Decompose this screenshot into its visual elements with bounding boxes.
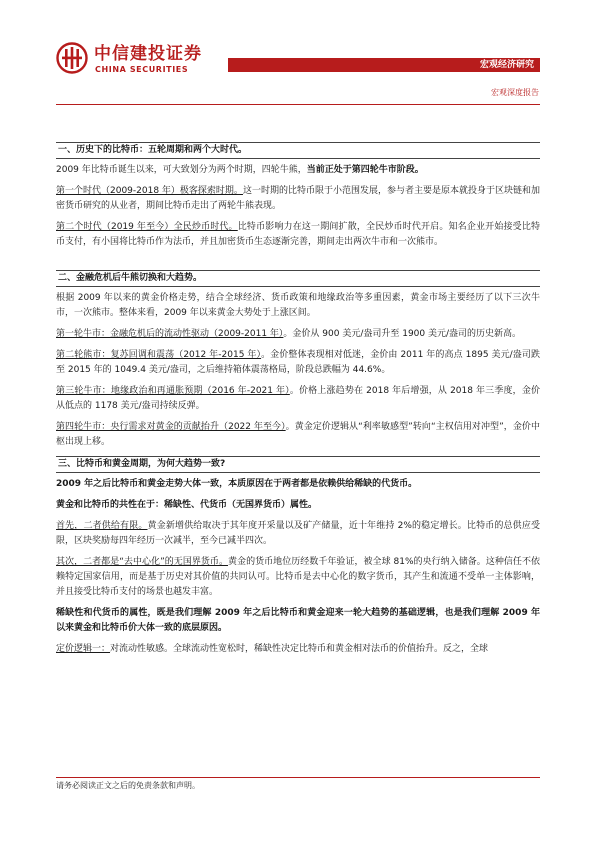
header-divider <box>56 104 540 105</box>
brand-name-cn: 中信建投证券 <box>94 44 202 64</box>
paragraph: 第三轮牛市：地缘政治和再通胀预期（2016 年-2021 年）。价格上涨趋势在 2018 年后增强，从 2018 年三季度，金价从低点的 1178 美元/盎司持续反弹。 <box>56 386 540 411</box>
paragraph: 第二轮熊市：复苏回调和震荡（2012 年-2015 年）。金价整体表现相对低迷，金价由 2011 年的高点 1895 美元/盎司跌至 2015 年的 1049.4 美元/盎司，之后维持箱体震荡格局，阶段总跌幅为 44.6%。 <box>56 350 540 375</box>
paragraph: 第一轮牛市：金融危机后的流动性驱动（2009-2011 年）。金价从 900 美元/盎司升至 1900 美元/盎司的历史新高。 <box>56 329 522 339</box>
paragraph: 其次，二者都是“去中心化”的无国界货币。黄金的货币地位历经数千年验证，被全球 81%的央行纳入储备。这种信任不依赖特定国家信用，而是基于历史对其价值的共同认可。比特币是去中心化的数字货币，其产生和流通不受单一主体影响，并且接受比特币支付的场景也越发丰富。 <box>56 557 541 597</box>
report-body <box>56 142 540 663</box>
paragraph: 黄金和比特币的共性在于：稀缺性、代货币（无国界货币）属性。 <box>56 500 318 510</box>
paragraph: 稀缺性和代货币的属性，既是我们理解 2009 年之后比特币和黄金迎来一轮大趋势的基础逻辑，也是我们理解 2009 年以来黄金和比特币价大体一致的底层原因。 <box>56 608 540 633</box>
china-securities-logo <box>56 42 88 74</box>
section-heading-1: 一、历史下的比特币：五轮周期和两个大时代。 <box>56 142 540 159</box>
footer-divider <box>56 777 540 778</box>
header-category-bar <box>228 58 540 72</box>
section-heading-2: 二、金融危机后牛熊切换和大趋势。 <box>56 270 540 287</box>
paragraph: 第四轮牛市：央行需求对黄金的贡献抬升（2022 年至今）。黄金定价逻辑从“利率敏感型”转向“主权信用对冲型”，金价中枢出现上移。 <box>56 422 540 447</box>
section-heading-3: 三、比特币和黄金周期，为何大趋势一致? <box>56 456 540 473</box>
paragraph: 2009 年比特币诞生以来，可大致划分为两个时期，四轮牛熊，当前正处于第四轮牛市阶段。 <box>56 165 424 175</box>
paragraph: 第一个时代（2009-2018 年）极客探索时期。这一时期的比特币限于小范围发展，参与者主要是原本就投身于区块链和加密货币研究的从业者，期间比特币走出了两轮牛熊表现。 <box>56 186 540 211</box>
paragraph: 首先，二者供给有限。黄金新增供给取决于其年度开采量以及矿产储量，近十年维持 2%的稳定增长。比特币的总供应受限，区块奖励每四年经历一次减半，至今已减半四次。 <box>56 521 540 546</box>
paragraph: 定价逻辑一：对流动性敏感。全球流动性宽松时，稀缺性决定比特币和黄金相对法币的价值抬升。反之，全球 <box>56 644 489 654</box>
brand-name-en: CHINA SECURITIES <box>95 65 189 74</box>
footer-disclaimer: 请务必阅读正文之后的免责条款和声明。 <box>56 781 200 790</box>
paragraph: 根据 2009 年以来的黄金价格走势，结合全球经济、货币政策和地缘政治等多重因素，黄金市场主要经历了以下三次牛市，一次熊市。整体来看，2009 年以来黄金大势处于上涨区间。 <box>56 293 540 318</box>
paragraph: 第二个时代（2019 年至今）全民炒币时代。比特币影响力在这一期间扩散，全民炒币时代开启。知名企业开始接受比特币支付，有小国将比特币作为法币，并且加密货币生态逐渐完善，期间走出两次牛市和一次熊市。 <box>56 222 540 247</box>
report-subtype: 宏观深度报告 <box>491 88 539 97</box>
report-category: 宏观经济研究 <box>479 60 534 70</box>
paragraph: 2009 年之后比特币和黄金走势大体一致，本质原因在于两者都是依赖供给稀缺的代货币。 <box>56 479 418 489</box>
